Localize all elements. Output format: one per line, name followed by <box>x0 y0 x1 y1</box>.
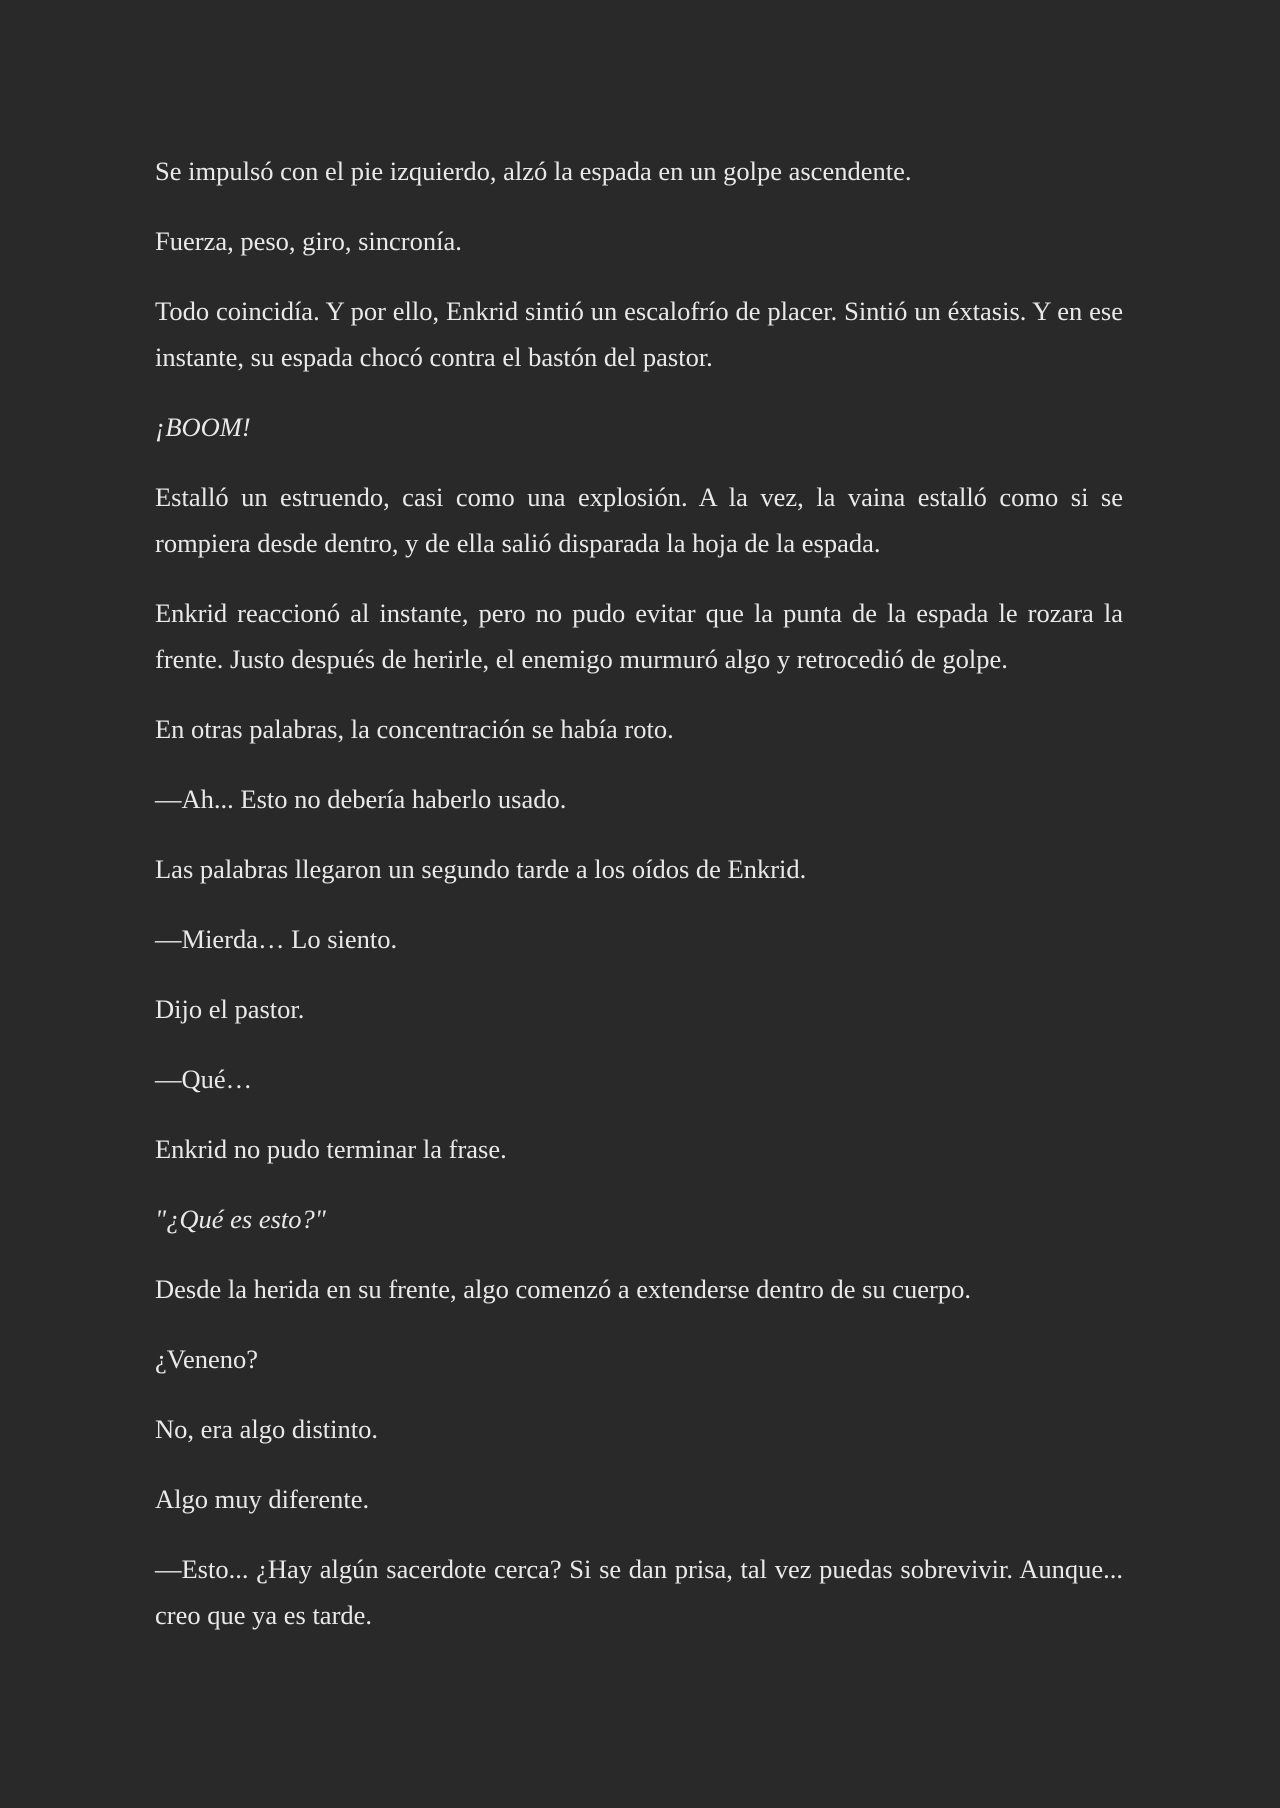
paragraph: Dijo el pastor. <box>155 994 305 1024</box>
paragraph: ¿Veneno? <box>155 1344 258 1374</box>
chapter-text <box>155 148 1123 1662</box>
paragraph: —Mierda… Lo siento. <box>155 924 398 954</box>
paragraph: Estalló un estruendo, casi como una explosión. A la vez, la vaina estalló como si se rompiera desde dentro, y de ella salió disparada la hoja de la espada. <box>155 482 1123 558</box>
paragraph: "¿Qué es esto?" <box>155 1204 326 1234</box>
paragraph: —Esto... ¿Hay algún sacerdote cerca? Si se dan prisa, tal vez puedas sobrevivir. Aunque... creo que ya es tarde. <box>155 1554 1123 1630</box>
paragraph: Se impulsó con el pie izquierdo, alzó la espada en un golpe ascendente. <box>155 156 912 186</box>
paragraph: Desde la herida en su frente, algo comenzó a extenderse dentro de su cuerpo. <box>155 1274 972 1304</box>
paragraph: No, era algo distinto. <box>155 1414 378 1444</box>
paragraph: Enkrid reaccionó al instante, pero no pudo evitar que la punta de la espada le rozara la frente. Justo después de herirle, el enemigo murmuró algo y retrocedió de golpe. <box>155 598 1123 674</box>
paragraph: —Ah... Esto no debería haberlo usado. <box>155 784 567 814</box>
paragraph: Todo coincidía. Y por ello, Enkrid sintió un escalofrío de placer. Sintió un éxtasis. Y en ese instante, su espada chocó contra el bastón del pastor. <box>155 296 1123 372</box>
paragraph: —Qué… <box>155 1064 253 1094</box>
paragraph: ¡BOOM! <box>155 412 251 442</box>
paragraph: Enkrid no pudo terminar la frase. <box>155 1134 507 1164</box>
paragraph: En otras palabras, la concentración se había roto. <box>155 714 674 744</box>
paragraph: Algo muy diferente. <box>155 1484 370 1514</box>
paragraph: Las palabras llegaron un segundo tarde a los oídos de Enkrid. <box>155 854 807 884</box>
paragraph: Fuerza, peso, giro, sincronía. <box>155 226 462 256</box>
